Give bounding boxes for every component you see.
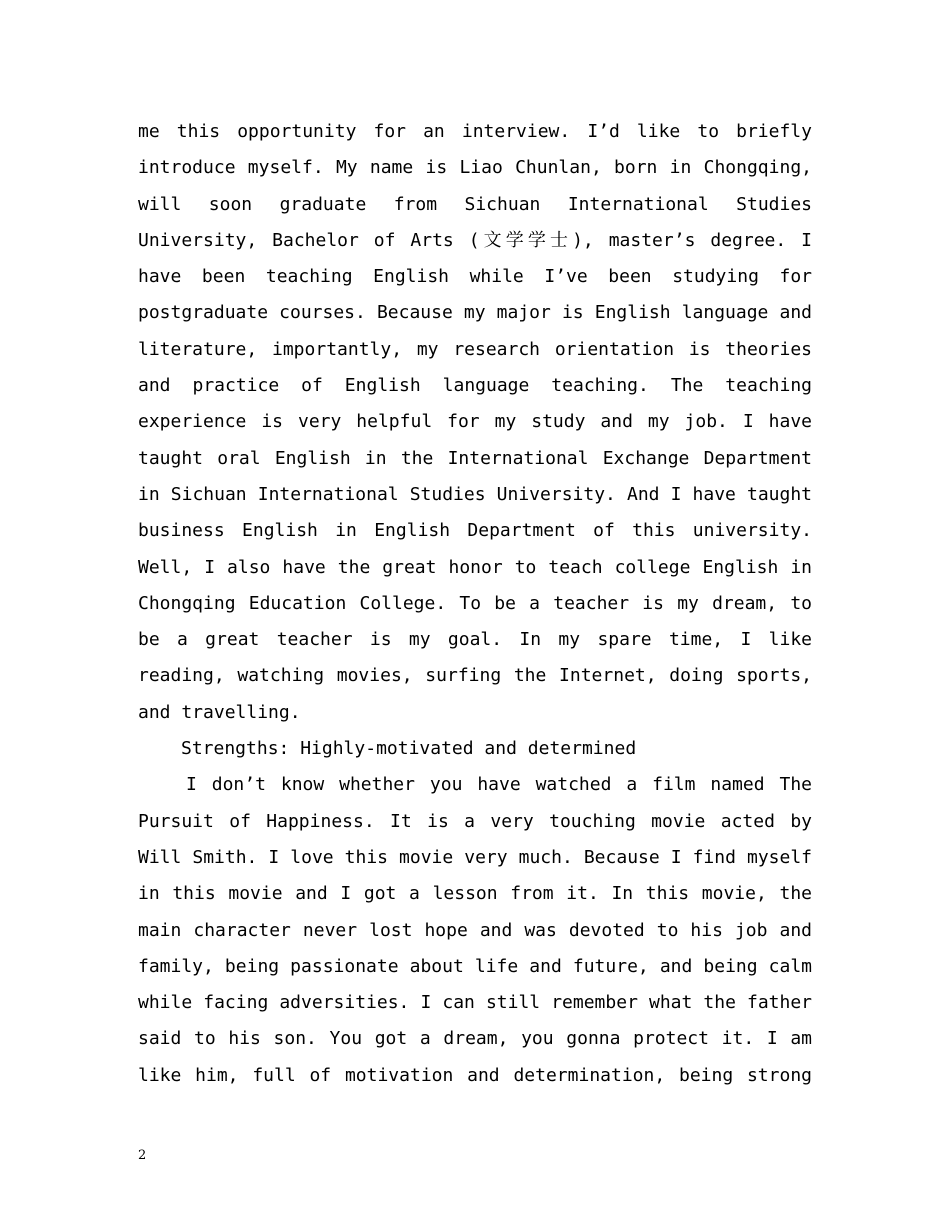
text-line: and practice of English language teaching. The teaching xyxy=(138,375,812,397)
text-line: me this opportunity for an interview. I’d like to briefly xyxy=(138,121,812,142)
text-line: Well, I also have the great honor to teach college English in xyxy=(138,556,812,578)
text-line: said to his son. You got a dream, you gonna protect it. I am xyxy=(138,1028,812,1050)
text-line: and travelling. xyxy=(138,701,301,723)
text-line: introduce myself. My name is Liao Chunlan, born in Chongqing, xyxy=(138,157,812,179)
text-line: literature, importantly, my research orientation is theories xyxy=(138,338,812,360)
text-line: University, Bachelor of Arts (文学学士), master’s degree. I xyxy=(138,229,812,251)
text-line: family, being passionate about life and future, and being calm xyxy=(138,955,812,977)
text-line: will soon graduate from Sichuan International Studies xyxy=(138,193,812,215)
text-line: postgraduate courses. Because my major is English language and xyxy=(138,302,812,324)
text-line: Chongqing Education College. To be a teacher is my dream, to xyxy=(138,592,812,614)
text-line: reading, watching movies, surfing the Internet, doing sports, xyxy=(138,665,812,687)
text-line: I don’t know whether you have watched a film named The xyxy=(186,774,812,796)
text-line: while facing adversities. I can still remember what the father xyxy=(138,992,812,1014)
text-line: experience is very helpful for my study and my job. I have xyxy=(138,411,812,433)
text-line: taught oral English in the International Exchange Department xyxy=(138,447,812,469)
body-text xyxy=(138,114,812,1094)
text-line: main character never lost hope and was devoted to his job and xyxy=(138,919,812,941)
text-line: Will Smith. I love this movie very much. Because I find myself xyxy=(138,846,812,868)
text-line: be a great teacher is my goal. In my spare time, I like xyxy=(138,629,812,651)
text-line: have been teaching English while I’ve been studying for xyxy=(138,266,812,288)
text-line: Pursuit of Happiness. It is a very touching movie acted by xyxy=(138,810,812,832)
page-number: 2 xyxy=(138,1148,147,1163)
text-line: business English in English Department of this university. xyxy=(138,520,812,542)
text-line: in this movie and I got a lesson from it. In this movie, the xyxy=(138,883,812,905)
section-heading: Strengths: Highly-motivated and determined xyxy=(181,738,637,760)
text-line: in Sichuan International Studies University. And I have taught xyxy=(138,483,812,505)
text-line: like him, full of motivation and determination, being strong xyxy=(138,1064,812,1086)
